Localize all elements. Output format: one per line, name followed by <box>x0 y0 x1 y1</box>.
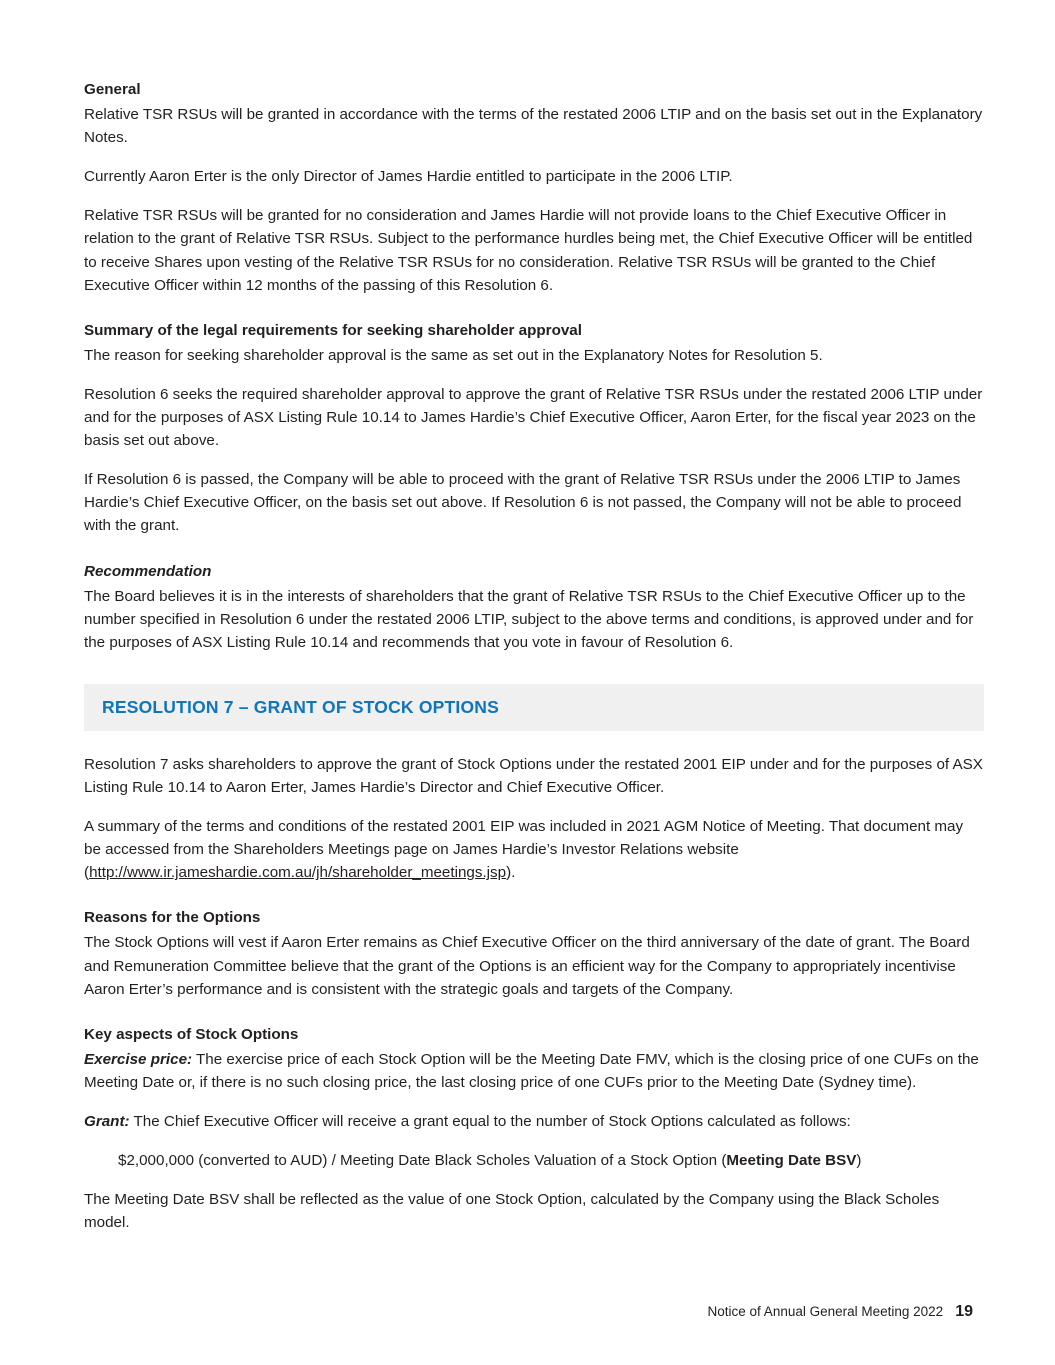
grant-formula-after: ) <box>856 1152 862 1170</box>
exercise-price-label: Exercise price: <box>84 1050 193 1068</box>
general-paragraph-3: Relative TSR RSUs will be granted for no consideration and James Hardie will not provide loans to the Chief Executive Officer in relation to the grant of Relative TSR RSUs. Subject to the performance hurdles being met, the Chief Executive Officer will be entitled to receive Shares upon vesting of the Relative TSR RSUs for no consideration. Relative TSR RSUs will be granted to the Chief Executive Officer within 12 months of the passing of this Resolution 6. <box>84 207 973 294</box>
resolution-7-p2-after-link: ). <box>506 864 516 882</box>
reasons-for-options-heading: Reasons for the Options <box>84 909 261 927</box>
legal-requirements-paragraph-2: Resolution 6 seeks the required shareholder approval to approve the grant of Relative TSR RSUs under the restated 2006 LTIP under and for the purposes of ASX Listing Rule 10.14 to James Hardie’s Chief Executive Officer, Aaron Erter, for the fiscal year 2023 on the basis set out above. <box>84 385 983 450</box>
general-paragraph-1: Relative TSR RSUs will be granted in accordance with the terms of the restated 2006 LTIP and on the basis set out in the Explanatory Notes. <box>84 106 983 147</box>
grant-label: Grant: <box>84 1113 130 1130</box>
exercise-price-paragraph <box>84 1048 984 1094</box>
grant-text: The Chief Executive Officer will receive a grant equal to the number of Stock Options calculated as follows: <box>129 1113 851 1130</box>
key-aspects-heading: Key aspects of Stock Options <box>84 1025 299 1043</box>
grant-formula-before: $2,000,000 (converted to AUD) / Meeting Date Black Scholes Valuation of a Stock Option ( <box>118 1152 727 1170</box>
resolution-7-paragraph-2 <box>84 815 984 884</box>
page-content <box>84 78 984 1234</box>
grant-formula-bold: Meeting Date BSV <box>726 1152 857 1170</box>
resolution-7-title: RESOLUTION 7 – GRANT OF STOCK OPTIONS <box>102 696 499 717</box>
page-footer <box>708 1303 973 1321</box>
resolution-7-p2-before-link: A summary of the terms and conditions of the restated 2001 EIP was included in 2021 AGM Notice of Meeting. That document may be accessed from the Shareholders Meetings page on James Hardie’s Investor Relations website ( <box>84 818 964 882</box>
general-paragraph-2: Currently Aaron Erter is the only Director of James Hardie entitled to participate in the 2006 LTIP. <box>84 168 733 186</box>
footer-text: Notice of Annual General Meeting 2022 <box>707 1304 944 1319</box>
legal-requirements-paragraph-3: If Resolution 6 is passed, the Company will be able to proceed with the grant of Relative TSR RSUs under the 2006 LTIP to James Hardie’s Chief Executive Officer, on the basis set out above. If Resolution 6 is not passed, the Company will not be able to proceed with the grant. <box>84 471 962 535</box>
key-aspects-final-paragraph: The Meeting Date BSV shall be reflected as the value of one Stock Option, calculated by the Company using the Black Scholes model. <box>84 1191 940 1232</box>
exercise-price-text: The exercise price of each Stock Option will be the Meeting Date FMV, which is the closing price of one CUFs on the Meeting Date or, if there is no such closing price, the last closing price of one CUFs prior to the Meeting Date (Sydney time). <box>84 1050 979 1091</box>
legal-requirements-paragraph-1: The reason for seeking shareholder approval is the same as set out in the Explanatory Notes for Resolution 5. <box>84 346 823 364</box>
legal-requirements-heading: Summary of the legal requirements for seeking shareholder approval <box>84 321 582 339</box>
recommendation-paragraph-1: The Board believes it is in the interests of shareholders that the grant of Relative TSR RSUs to the Chief Executive Officer up to the number specified in Resolution 6 under the restated 2006 LTIP, subject to the above terms and conditions, is approved under and for the purposes of ASX Listing Rule 10.14 and recommends that you vote in favour of Resolution 6. <box>84 587 974 651</box>
general-heading: General <box>84 81 141 98</box>
grant-formula <box>118 1149 984 1172</box>
resolution-7-section-bar <box>84 684 984 731</box>
footer-page-number: 19 <box>955 1303 973 1320</box>
grant-paragraph <box>84 1110 984 1133</box>
recommendation-heading: Recommendation <box>84 562 212 580</box>
reasons-for-options-paragraph-1: The Stock Options will vest if Aaron Erter remains as Chief Executive Officer on the third anniversary of the date of grant. The Board and Remuneration Committee believe that the grant of the Options is an efficient way for the Company to appropriately incentivise Aaron Erter’s performance and is consistent with the strategic goals and targets of the Company. <box>84 934 970 998</box>
investor-relations-link[interactable]: http://www.ir.jameshardie.com.au/jh/shareholder_meetings.jsp <box>89 864 507 882</box>
resolution-7-paragraph-1: Resolution 7 asks shareholders to approve the grant of Stock Options under the restated 2001 EIP under and for the purposes of ASX Listing Rule 10.14 to Aaron Erter, James Hardie’s Director and Chief Executive Officer. <box>84 755 983 796</box>
